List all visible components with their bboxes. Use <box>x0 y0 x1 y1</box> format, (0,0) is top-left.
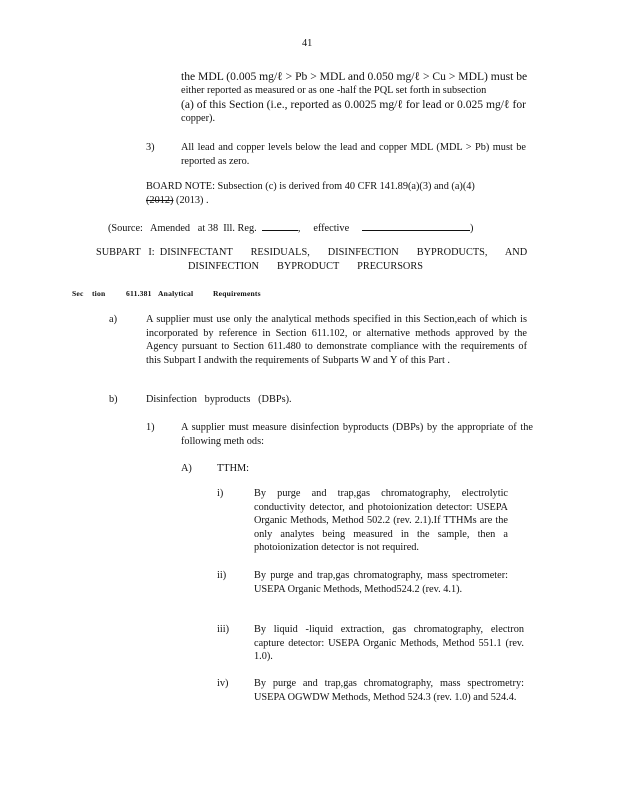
source-comma: , <box>297 223 301 234</box>
source-close: ) <box>470 223 474 234</box>
board-note-after: (2013) . <box>176 194 209 206</box>
board-note-text: BOARD NOTE: Subsection (c) is derived from 40 CFR 141.89(a)(3) and (a)(4) <box>146 181 475 192</box>
item-b-text: Disinfection byproducts (DBPs). <box>146 394 292 405</box>
subpart-heading-line-1: SUBPART I: DISINFECTANT RESIDUALS, DISINFECTION BYPRODUCTS, AND <box>96 247 528 258</box>
section-number: 611.381 <box>126 289 152 298</box>
method-ii-text: By purge and trap,gas chromatography, mass spectrometer: USEPA Organic Methods, Method524.2 (rev. 4.1). <box>254 570 508 595</box>
item-3-text: All lead and copper levels below the lead and copper MDL (MDL > Pb) must be reported as zero. <box>181 142 526 167</box>
mdl-line-3: (a) of this Section (i.e., reported as 0.0025 mg/ℓ for lead or 0.025 mg/ℓ for <box>181 97 526 111</box>
method-ii-marker: ii) <box>217 570 227 581</box>
item-A-text: TTHM: <box>217 463 250 474</box>
item-3-marker: 3) <box>146 142 155 153</box>
item-b-marker: b) <box>109 394 118 405</box>
method-i-marker: i) <box>217 488 224 499</box>
item-b1-marker: 1) <box>146 422 155 433</box>
section-title-1: Analytical <box>158 289 194 298</box>
method-iv-marker: iv) <box>217 678 229 689</box>
page-number: 41 <box>302 38 313 49</box>
section-label: Sec tion <box>72 289 106 298</box>
board-note-struck: (2012) <box>146 194 174 206</box>
reg-page-blank <box>262 221 298 231</box>
item-b1-text: A supplier must measure disinfection byproducts (DBPs) by the appropriate of the following meth ods: <box>181 422 533 447</box>
board-note <box>146 180 526 207</box>
subpart-heading-line-2: DISINFECTION BYPRODUCT PRECURSORS <box>188 261 423 272</box>
method-iii-marker: iii) <box>217 624 230 635</box>
source-prefix: (Source: Amended at 38 Ill. Reg. <box>108 223 257 234</box>
method-iii-text: By liquid -liquid extraction, gas chromatography, electron capture detector: USEPA Organic Methods, Method 551.1 (rev. 1.0). <box>254 624 524 663</box>
item-A-marker: A) <box>181 463 192 474</box>
method-i-text: By purge and trap,gas chromatography, electrolytic conductivity detector, and photoionization detector: USEPA Organic Methods, Method 502.2 (rev. 2.1).If TTHMs are the only analytes being measured in the sample, then a photoionization detector is not required. <box>254 488 508 554</box>
mdl-line-4: copper). <box>181 112 216 124</box>
item-a-marker: a) <box>109 314 117 325</box>
effective-date-blank <box>362 221 470 231</box>
mdl-line-2: either reported as measured or as one -half the PQL set forth in subsection <box>181 85 487 96</box>
item-a-text: A supplier must use only the analytical methods specified in this Section,each of which is incorporated by reference in Section 611.102, or alternative methods approved by the Agency pursuant to Section 611.480 to demonstrate compliance with the requirements of this Subpart I andwith the requirements of Subparts W and Y of this Part . <box>146 314 527 366</box>
source-note <box>108 221 473 236</box>
section-title-2: Requirements <box>213 289 261 298</box>
method-iv-text: By purge and trap,gas chromatography, mass spectrometry: USEPA OGWDW Methods, Method 524.3 (rev. 1.0) and 524.4. <box>254 678 524 703</box>
mdl-line-1: the MDL (0.005 mg/ℓ > Pb > MDL and 0.050 mg/ℓ > Cu > MDL) must be <box>181 70 528 83</box>
source-effective: effective <box>313 223 350 234</box>
mdl-paragraph <box>181 70 543 125</box>
